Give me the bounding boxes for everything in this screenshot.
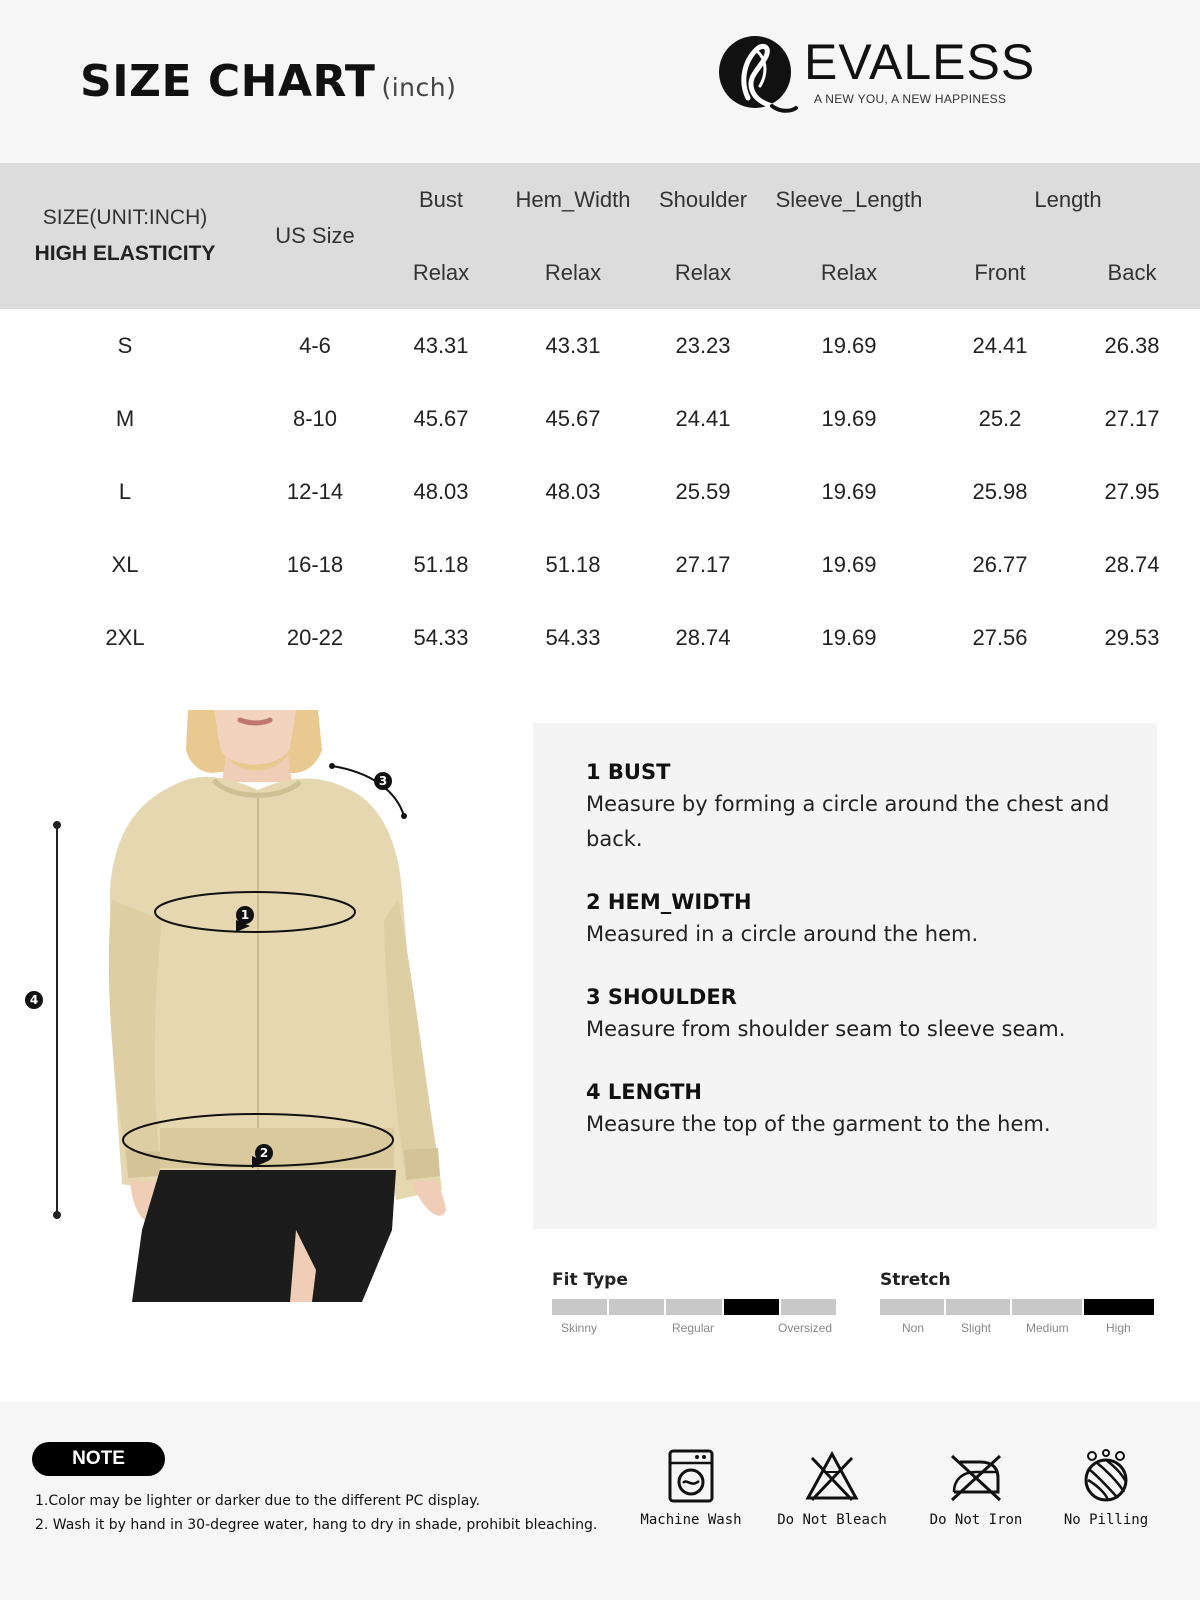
do-not-iron-icon	[946, 1448, 1006, 1504]
subheader-cell: Back	[1064, 236, 1200, 309]
fit-segment-selected	[724, 1299, 779, 1315]
table-cell: L	[0, 455, 250, 528]
fit-segment	[666, 1299, 722, 1315]
title-unit: (inch)	[381, 73, 457, 102]
measurement-instructions	[533, 723, 1157, 1229]
measure-description: Measure the top of the garment to the hem.	[586, 1112, 1051, 1136]
table-cell: 54.33	[502, 601, 644, 674]
shoulder-header: Shoulder	[644, 163, 762, 236]
table-cell: XL	[0, 528, 250, 601]
table-cell: 28.74	[1064, 528, 1200, 601]
measure-description: Measure by forming a circle around the chest and back.	[586, 792, 1110, 851]
fit-segment	[552, 1299, 607, 1315]
measure-item-bust	[586, 757, 1157, 857]
table-cell: 29.53	[1064, 601, 1200, 674]
table-cell: 51.18	[502, 528, 644, 601]
length-dimension-line	[56, 825, 58, 1215]
table-cell: 25.2	[936, 382, 1064, 455]
table-cell: 27.17	[1064, 382, 1200, 455]
stretch-labels	[880, 1321, 1156, 1341]
badge-hem-width: 2	[255, 1144, 273, 1162]
fit-type-bars	[552, 1299, 836, 1315]
note-line: 2. Wash it by hand in 30-degree water, hang to dry in shade, prohibit bleaching.	[35, 1517, 598, 1533]
note-line: 1.Color may be lighter or darker due to the different PC display.	[35, 1493, 481, 1509]
stretch-segment	[1012, 1299, 1082, 1315]
us-size-header: US Size	[250, 163, 380, 309]
table-cell: 45.67	[380, 382, 502, 455]
table-cell: 48.03	[380, 455, 502, 528]
fit-type-scale	[552, 1270, 836, 1341]
stretch-bars	[880, 1299, 1156, 1315]
subheader-cell: Relax	[644, 236, 762, 309]
table-cell: 4-6	[250, 309, 380, 382]
table-cell: S	[0, 309, 250, 382]
table-cell: 43.31	[380, 309, 502, 382]
table-cell: 27.17	[644, 528, 762, 601]
measure-title: 2 HEM_WIDTH	[586, 890, 752, 914]
fit-type-labels	[552, 1321, 836, 1341]
table-cell: 23.23	[644, 309, 762, 382]
machine-wash-icon	[667, 1448, 715, 1504]
stretch-label: Slight	[961, 1321, 992, 1335]
table-cell: 12-14	[250, 455, 380, 528]
measure-description: Measure from shoulder seam to sleeve seam.	[586, 1017, 1066, 1041]
brand-logo	[718, 28, 1036, 118]
table-cell: 43.31	[502, 309, 644, 382]
table-cell: 26.77	[936, 528, 1064, 601]
measure-item-shoulder	[586, 982, 1157, 1047]
stretch-segment-selected	[1084, 1299, 1154, 1315]
care-label: No Pilling	[1063, 1512, 1149, 1528]
table-cell: 20-22	[250, 601, 380, 674]
badge-shoulder: 3	[374, 772, 392, 790]
stretch-label: Non	[902, 1321, 925, 1335]
table-cell: 24.41	[936, 309, 1064, 382]
note-badge: NOTE	[32, 1442, 165, 1476]
fit-segment	[609, 1299, 664, 1315]
table-cell: 19.69	[762, 382, 936, 455]
stretch-label: Medium	[1026, 1321, 1069, 1335]
measure-item-hem-width	[586, 887, 1157, 952]
care-label: Machine Wash	[640, 1512, 742, 1528]
brand-name: EVALESS	[804, 34, 1036, 90]
table-cell: 26.38	[1064, 309, 1200, 382]
care-label: Do Not Iron	[929, 1512, 1023, 1528]
stretch-segment	[946, 1299, 1010, 1315]
model-sweater-illustration	[0, 710, 500, 1340]
table-cell: 45.67	[502, 382, 644, 455]
measure-title: 3 SHOULDER	[586, 985, 737, 1009]
subheader-cell: Relax	[762, 236, 936, 309]
measure-title: 4 LENGTH	[586, 1080, 702, 1104]
do-not-bleach-icon	[804, 1448, 860, 1504]
table-cell: 24.41	[644, 382, 762, 455]
measure-item-length	[586, 1077, 1157, 1142]
stretch-label: High	[1106, 1321, 1131, 1335]
table-cell: 8-10	[250, 382, 380, 455]
footer-notes	[0, 1402, 1200, 1600]
stretch-title: Stretch	[880, 1270, 951, 1290]
fit-label: Skinny	[561, 1321, 598, 1335]
table-cell: 28.74	[644, 601, 762, 674]
brand-tagline: A NEW YOU, A NEW HAPPINESS	[814, 92, 1007, 106]
bust-header: Bust	[380, 163, 502, 236]
dimension-endpoint	[53, 821, 61, 829]
table-cell: M	[0, 382, 250, 455]
table-cell: 27.95	[1064, 455, 1200, 528]
table-cell: 19.69	[762, 601, 936, 674]
table-row	[0, 528, 1200, 601]
size-column-header: SIZE(UNIT:INCH) HIGH ELASTICITY	[0, 163, 250, 309]
table-cell: 19.69	[762, 528, 936, 601]
stretch-segment	[880, 1299, 944, 1315]
care-no-pilling	[1051, 1448, 1161, 1528]
subheader-cell: Relax	[380, 236, 502, 309]
table-cell: 25.98	[936, 455, 1064, 528]
dimension-endpoint	[53, 1211, 61, 1219]
badge-bust: 1	[236, 906, 254, 924]
table-cell: 16-18	[250, 528, 380, 601]
fit-label: Oversized	[778, 1321, 833, 1335]
table-cell: 25.59	[644, 455, 762, 528]
table-row	[0, 455, 1200, 528]
measure-description: Measured in a circle around the hem.	[586, 922, 979, 946]
table-cell: 2XL	[0, 601, 250, 674]
care-do-not-bleach	[777, 1448, 887, 1528]
table-row	[0, 382, 1200, 455]
subheader-cell: Front	[936, 236, 1064, 309]
table-cell: 48.03	[502, 455, 644, 528]
care-do-not-iron	[921, 1448, 1031, 1528]
care-machine-wash	[636, 1448, 746, 1528]
hem-width-header: Hem_Width	[502, 163, 644, 236]
fit-segment	[781, 1299, 836, 1315]
table-cell: 27.56	[936, 601, 1064, 674]
page-title: SIZE CHART (inch)	[80, 56, 457, 107]
fit-type-title: Fit Type	[552, 1270, 628, 1290]
table-cell: 19.69	[762, 455, 936, 528]
sleeve-length-header: Sleeve_Length	[762, 163, 936, 236]
table-row	[0, 309, 1200, 382]
logo-mark-icon	[718, 32, 798, 116]
table-cell: 19.69	[762, 309, 936, 382]
header	[0, 0, 1200, 163]
measure-title: 1 BUST	[586, 760, 671, 784]
table-cell: 54.33	[380, 601, 502, 674]
size-chart-table	[0, 163, 1200, 674]
no-pilling-icon	[1078, 1448, 1134, 1504]
stretch-scale	[880, 1270, 1156, 1341]
subheader-cell: Relax	[502, 236, 644, 309]
fit-label: Regular	[672, 1321, 715, 1335]
care-label: Do Not Bleach	[777, 1512, 887, 1528]
table-row	[0, 601, 1200, 674]
badge-length: 4	[25, 991, 43, 1009]
table-cell: 51.18	[380, 528, 502, 601]
length-header: Length	[936, 163, 1200, 236]
table-header-row	[0, 163, 1200, 236]
